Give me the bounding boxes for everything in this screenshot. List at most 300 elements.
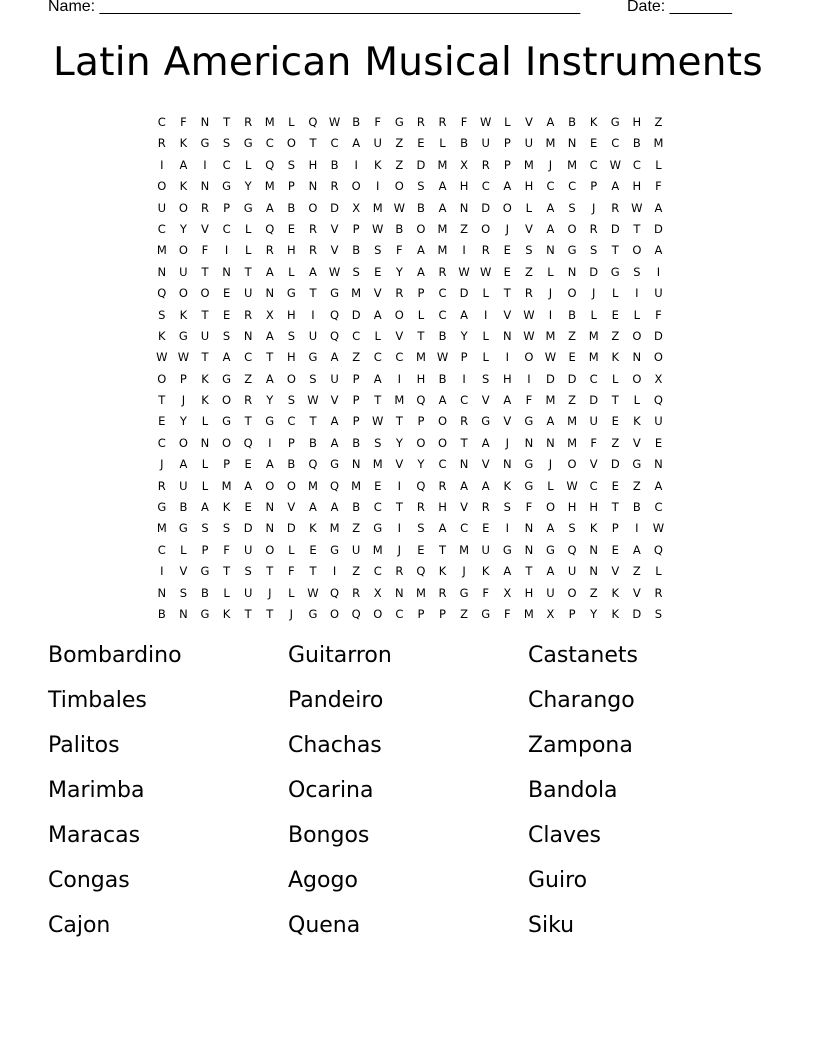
- grid-letter: I: [484, 307, 488, 322]
- grid-letter: X: [352, 200, 361, 215]
- grid-letter: C: [157, 115, 166, 129]
- grid-letter: N: [459, 200, 469, 215]
- grid-letter: U: [373, 136, 382, 151]
- grid-letter: A: [330, 414, 339, 429]
- grid-letter: K: [611, 350, 620, 365]
- grid-letter: Y: [395, 435, 403, 450]
- grid-letter: R: [395, 564, 404, 579]
- word-list-item: Bandola: [528, 778, 618, 803]
- grid-letter: P: [568, 606, 576, 621]
- grid-letter: A: [654, 243, 663, 258]
- grid-letter: T: [266, 606, 274, 621]
- grid-letter: F: [590, 435, 597, 450]
- grid-letter: S: [503, 500, 511, 515]
- grid-row: [151, 540, 671, 561]
- grid-letter: T: [417, 328, 425, 343]
- grid-letter: K: [503, 478, 512, 493]
- grid-letter: G: [394, 115, 404, 129]
- grid-letter: M: [588, 350, 599, 365]
- grid-letter: A: [265, 200, 274, 215]
- grid-letter: C: [157, 221, 166, 236]
- grid-letter: K: [179, 179, 188, 194]
- grid-letter: O: [394, 307, 404, 322]
- grid-letter: N: [265, 500, 275, 515]
- grid-letter: M: [264, 115, 275, 129]
- grid-letter: E: [244, 500, 252, 515]
- grid-letter: G: [222, 179, 232, 194]
- grid-letter: W: [523, 328, 535, 343]
- grid-letter: L: [590, 307, 597, 322]
- grid-letter: R: [524, 286, 533, 301]
- grid-letter: K: [179, 307, 188, 322]
- grid-letter: S: [590, 243, 598, 258]
- grid-letter: T: [201, 264, 209, 279]
- grid-letter: N: [157, 264, 167, 279]
- grid-letter: Q: [653, 542, 663, 557]
- grid-letter: X: [503, 585, 512, 600]
- grid-letter: V: [503, 414, 512, 429]
- grid-letter: L: [482, 286, 489, 301]
- grid-letter: C: [157, 435, 166, 450]
- grid-letter: D: [589, 393, 599, 408]
- grid-row: [151, 497, 671, 518]
- grid-letter: G: [524, 478, 534, 493]
- grid-letter: A: [632, 542, 641, 557]
- grid-letter: D: [330, 200, 339, 215]
- grid-letter: P: [439, 606, 446, 621]
- grid-letter: O: [567, 585, 577, 600]
- grid-row: [151, 219, 671, 240]
- grid-letter: C: [589, 157, 598, 172]
- grid-letter: V: [632, 435, 641, 450]
- grid-letter: E: [654, 435, 663, 450]
- grid-letter: T: [244, 606, 252, 621]
- grid-letter: P: [287, 435, 295, 450]
- grid-letter: E: [374, 264, 382, 279]
- grid-letter: F: [180, 115, 187, 129]
- grid-row: [151, 112, 671, 133]
- grid-letter: O: [330, 606, 340, 621]
- grid-letter: L: [633, 393, 641, 408]
- grid-letter: G: [632, 457, 642, 472]
- grid-letter: L: [288, 264, 295, 279]
- grid-letter: S: [201, 521, 209, 536]
- grid-letter: U: [243, 542, 253, 557]
- grid-letter: N: [546, 435, 555, 450]
- grid-letter: Y: [417, 457, 425, 472]
- grid-letter: A: [179, 157, 188, 172]
- grid-letter: L: [288, 585, 295, 600]
- grid-letter: I: [548, 307, 553, 322]
- grid-letter: V: [330, 221, 339, 236]
- grid-letter: B: [438, 328, 447, 343]
- grid-letter: I: [505, 350, 509, 365]
- grid-letter: W: [307, 585, 319, 600]
- grid-letter: A: [546, 414, 555, 429]
- grid-letter: L: [244, 221, 252, 236]
- word-search-grid: [151, 112, 671, 625]
- grid-letter: V: [330, 393, 339, 408]
- grid-letter: I: [397, 521, 402, 536]
- grid-letter: Z: [632, 478, 641, 493]
- page-title: Latin American Musical Instruments: [52, 40, 764, 85]
- grid-letter: M: [588, 328, 599, 343]
- grid-letter: L: [201, 457, 209, 472]
- grid-letter: V: [481, 457, 490, 472]
- grid-letter: Z: [632, 564, 641, 579]
- grid-letter: I: [332, 564, 337, 579]
- grid-letter: H: [524, 179, 534, 194]
- grid-letter: K: [633, 414, 641, 429]
- grid-letter: C: [244, 350, 253, 365]
- grid-letter: U: [243, 286, 253, 301]
- grid-letter: H: [438, 500, 447, 515]
- grid-letter: K: [179, 136, 188, 151]
- grid-letter: Z: [460, 606, 469, 621]
- grid-letter: L: [525, 200, 533, 215]
- grid-letter: I: [462, 243, 466, 258]
- grid-letter: D: [351, 307, 361, 322]
- grid-letter: D: [459, 286, 469, 301]
- grid-letter: Z: [352, 521, 361, 536]
- grid-letter: B: [352, 115, 361, 129]
- grid-letter: O: [394, 179, 404, 194]
- grid-letter: O: [222, 435, 232, 450]
- grid-letter: G: [308, 606, 318, 621]
- grid-letter: I: [656, 264, 661, 279]
- grid-letter: C: [589, 478, 598, 493]
- grid-letter: B: [201, 585, 209, 600]
- grid-letter: S: [352, 264, 360, 279]
- grid-letter: U: [654, 414, 663, 429]
- grid-letter: C: [438, 457, 447, 472]
- grid-letter: J: [548, 157, 553, 172]
- grid-letter: F: [201, 243, 209, 258]
- word-list: [48, 641, 788, 956]
- grid-letter: I: [203, 157, 207, 172]
- grid-letter: M: [523, 606, 534, 621]
- word-list-item: Quena: [288, 913, 361, 938]
- grid-letter: H: [589, 500, 598, 515]
- grid-letter: P: [503, 136, 511, 151]
- grid-letter: N: [222, 264, 231, 279]
- grid-letter: E: [611, 542, 619, 557]
- word-list-item: Maracas: [48, 823, 141, 848]
- grid-letter: E: [417, 136, 425, 151]
- grid-row: [151, 369, 671, 390]
- grid-letter: X: [654, 371, 663, 386]
- grid-row: [151, 454, 671, 475]
- grid-letter: R: [438, 115, 447, 129]
- grid-letter: G: [200, 136, 210, 151]
- grid-letter: R: [460, 414, 469, 429]
- grid-letter: F: [374, 115, 382, 129]
- grid-letter: N: [351, 457, 361, 472]
- grid-letter: P: [223, 200, 231, 215]
- grid-letter: B: [287, 457, 296, 472]
- grid-letter: I: [505, 521, 509, 536]
- grid-letter: T: [244, 264, 252, 279]
- grid-letter: O: [286, 371, 296, 386]
- grid-row: [151, 262, 671, 283]
- grid-letter: Q: [351, 606, 361, 621]
- grid-letter: S: [287, 393, 296, 408]
- grid-letter: P: [352, 221, 360, 236]
- grid-letter: C: [265, 136, 274, 151]
- grid-letter: M: [372, 542, 383, 557]
- grid-letter: A: [373, 371, 382, 386]
- word-list-item: Ocarina: [288, 778, 374, 803]
- grid-letter: E: [568, 350, 576, 365]
- grid-letter: G: [610, 115, 620, 129]
- name-field-label: Name: ______________________________________________________: [48, 0, 581, 15]
- grid-letter: L: [504, 115, 511, 129]
- grid-letter: H: [567, 500, 577, 515]
- grid-letter: O: [286, 478, 296, 493]
- grid-letter: U: [179, 264, 188, 279]
- grid-letter: J: [591, 286, 596, 301]
- grid-letter: D: [654, 328, 663, 343]
- grid-letter: S: [417, 521, 425, 536]
- grid-letter: E: [244, 457, 252, 472]
- grid-letter: M: [372, 457, 383, 472]
- grid-letter: G: [330, 286, 339, 301]
- grid-letter: Q: [416, 478, 426, 493]
- grid-letter: P: [417, 606, 425, 621]
- grid-letter: M: [437, 221, 448, 236]
- grid-letter: A: [416, 264, 425, 279]
- grid-letter: M: [307, 478, 318, 493]
- grid-row: [151, 518, 671, 539]
- grid-letter: P: [352, 371, 360, 386]
- grid-letter: Y: [244, 179, 252, 194]
- grid-letter: E: [611, 307, 619, 322]
- grid-letter: W: [393, 200, 406, 215]
- grid-letter: N: [200, 179, 210, 194]
- grid-letter: W: [544, 350, 557, 365]
- grid-letter: S: [222, 136, 231, 151]
- word-list-item: Palitos: [48, 733, 120, 758]
- grid-letter: N: [654, 457, 663, 472]
- grid-letter: N: [567, 136, 577, 151]
- grid-letter: T: [611, 243, 619, 258]
- grid-letter: R: [611, 200, 620, 215]
- grid-letter: J: [160, 457, 164, 472]
- grid-letter: W: [177, 350, 190, 365]
- grid-row: [151, 604, 671, 625]
- grid-letter: T: [611, 500, 619, 515]
- word-list-item: Siku: [528, 913, 575, 938]
- grid-letter: J: [591, 200, 596, 215]
- grid-letter: L: [612, 286, 619, 301]
- grid-letter: H: [416, 371, 426, 386]
- grid-letter: P: [503, 157, 511, 172]
- grid-letter: Q: [653, 393, 663, 408]
- grid-letter: B: [395, 221, 404, 236]
- grid-letter: I: [311, 307, 315, 322]
- grid-letter: Q: [567, 542, 577, 557]
- grid-letter: S: [158, 307, 166, 322]
- word-list-item: Charango: [528, 688, 635, 713]
- grid-letter: O: [567, 286, 577, 301]
- grid-letter: L: [244, 157, 252, 172]
- grid-letter: A: [352, 136, 361, 151]
- grid-letter: O: [416, 221, 426, 236]
- grid-letter: V: [201, 221, 209, 236]
- grid-letter: Z: [654, 115, 663, 129]
- grid-letter: B: [568, 307, 577, 322]
- grid-letter: T: [633, 221, 641, 236]
- grid-letter: L: [655, 157, 662, 172]
- grid-letter: A: [244, 478, 253, 493]
- grid-letter: K: [201, 393, 209, 408]
- grid-letter: T: [439, 542, 447, 557]
- grid-letter: P: [352, 393, 360, 408]
- grid-row: [151, 305, 671, 326]
- grid-letter: N: [502, 457, 512, 472]
- grid-letter: B: [632, 500, 641, 515]
- grid-letter: K: [481, 564, 490, 579]
- grid-letter: G: [567, 243, 577, 258]
- grid-letter: T: [158, 393, 166, 408]
- grid-letter: A: [265, 457, 274, 472]
- grid-letter: Z: [568, 328, 577, 343]
- grid-letter: O: [286, 136, 296, 151]
- grid-letter: V: [589, 457, 598, 472]
- grid-letter: K: [589, 521, 598, 536]
- grid-letter: C: [438, 286, 447, 301]
- grid-letter: E: [503, 264, 511, 279]
- grid-row: [151, 561, 671, 582]
- grid-row: [151, 347, 671, 368]
- grid-letter: P: [287, 179, 295, 194]
- grid-letter: R: [265, 243, 274, 258]
- grid-letter: O: [437, 414, 448, 429]
- grid-letter: A: [546, 221, 555, 236]
- grid-letter: S: [222, 521, 231, 536]
- word-list-item: Congas: [48, 868, 130, 893]
- grid-letter: M: [351, 478, 362, 493]
- grid-letter: J: [462, 564, 466, 579]
- grid-letter: Q: [157, 286, 167, 301]
- grid-letter: M: [545, 328, 556, 343]
- grid-letter: Y: [266, 393, 274, 408]
- grid-letter: K: [201, 371, 209, 386]
- grid-letter: O: [200, 286, 210, 301]
- grid-letter: A: [546, 115, 555, 129]
- grid-letter: G: [243, 136, 253, 151]
- grid-letter: A: [503, 564, 512, 579]
- grid-letter: L: [201, 478, 209, 493]
- grid-letter: V: [611, 564, 620, 579]
- grid-letter: C: [654, 500, 663, 515]
- grid-letter: O: [632, 243, 642, 258]
- grid-letter: G: [502, 542, 512, 557]
- grid-letter: J: [181, 393, 186, 408]
- grid-letter: O: [437, 435, 448, 450]
- grid-letter: E: [222, 286, 231, 301]
- grid-letter: U: [351, 542, 361, 557]
- grid-letter: D: [286, 521, 296, 536]
- word-list-item: Agogo: [288, 868, 358, 893]
- grid-letter: I: [160, 564, 164, 579]
- grid-letter: A: [460, 307, 469, 322]
- grid-letter: R: [438, 585, 447, 600]
- grid-letter: Q: [330, 478, 340, 493]
- grid-letter: U: [567, 564, 577, 579]
- grid-letter: C: [373, 500, 382, 515]
- grid-letter: T: [460, 435, 468, 450]
- grid-letter: B: [352, 500, 361, 515]
- grid-letter: B: [330, 157, 339, 172]
- grid-letter: T: [525, 564, 533, 579]
- grid-letter: E: [309, 542, 317, 557]
- grid-letter: H: [287, 307, 296, 322]
- grid-letter: G: [524, 457, 534, 472]
- grid-letter: M: [264, 179, 275, 194]
- grid-letter: L: [633, 307, 641, 322]
- grid-letter: D: [546, 371, 555, 386]
- grid-letter: G: [481, 606, 491, 621]
- grid-letter: T: [201, 307, 209, 322]
- grid-letter: G: [459, 585, 469, 600]
- grid-letter: A: [481, 435, 490, 450]
- grid-letter: W: [652, 521, 665, 536]
- grid-letter: U: [524, 136, 534, 151]
- grid-letter: A: [546, 200, 555, 215]
- grid-letter: E: [590, 136, 598, 151]
- grid-letter: S: [287, 157, 296, 172]
- grid-letter: Q: [330, 328, 340, 343]
- grid-letter: E: [503, 243, 511, 258]
- grid-letter: Y: [395, 264, 403, 279]
- word-list-item: Cajon: [48, 913, 111, 938]
- grid-letter: D: [481, 200, 491, 215]
- grid-letter: B: [416, 200, 425, 215]
- grid-letter: C: [395, 350, 404, 365]
- grid-letter: N: [200, 435, 210, 450]
- grid-letter: N: [524, 521, 534, 536]
- grid-letter: M: [351, 286, 362, 301]
- grid-letter: D: [610, 457, 620, 472]
- grid-letter: R: [438, 264, 447, 279]
- grid-letter: K: [309, 521, 317, 536]
- grid-row: [151, 176, 671, 197]
- grid-letter: O: [178, 200, 188, 215]
- grid-letter: A: [438, 179, 447, 194]
- grid-letter: O: [178, 243, 188, 258]
- grid-letter: I: [397, 371, 402, 386]
- grid-letter: C: [589, 371, 598, 386]
- grid-letter: S: [633, 264, 641, 279]
- grid-letter: D: [610, 221, 620, 236]
- grid-letter: B: [460, 136, 469, 151]
- grid-letter: Z: [611, 328, 620, 343]
- grid-letter: I: [635, 286, 639, 301]
- grid-letter: N: [502, 328, 512, 343]
- grid-letter: G: [243, 200, 253, 215]
- word-list-item: Bongos: [288, 823, 370, 848]
- grid-letter: N: [524, 435, 534, 450]
- grid-letter: L: [482, 328, 489, 343]
- grid-letter: H: [459, 179, 469, 194]
- grid-letter: M: [372, 200, 383, 215]
- grid-letter: A: [309, 500, 317, 515]
- grid-letter: O: [222, 393, 232, 408]
- grid-letter: S: [287, 328, 296, 343]
- grid-letter: A: [611, 179, 620, 194]
- grid-letter: M: [567, 157, 578, 172]
